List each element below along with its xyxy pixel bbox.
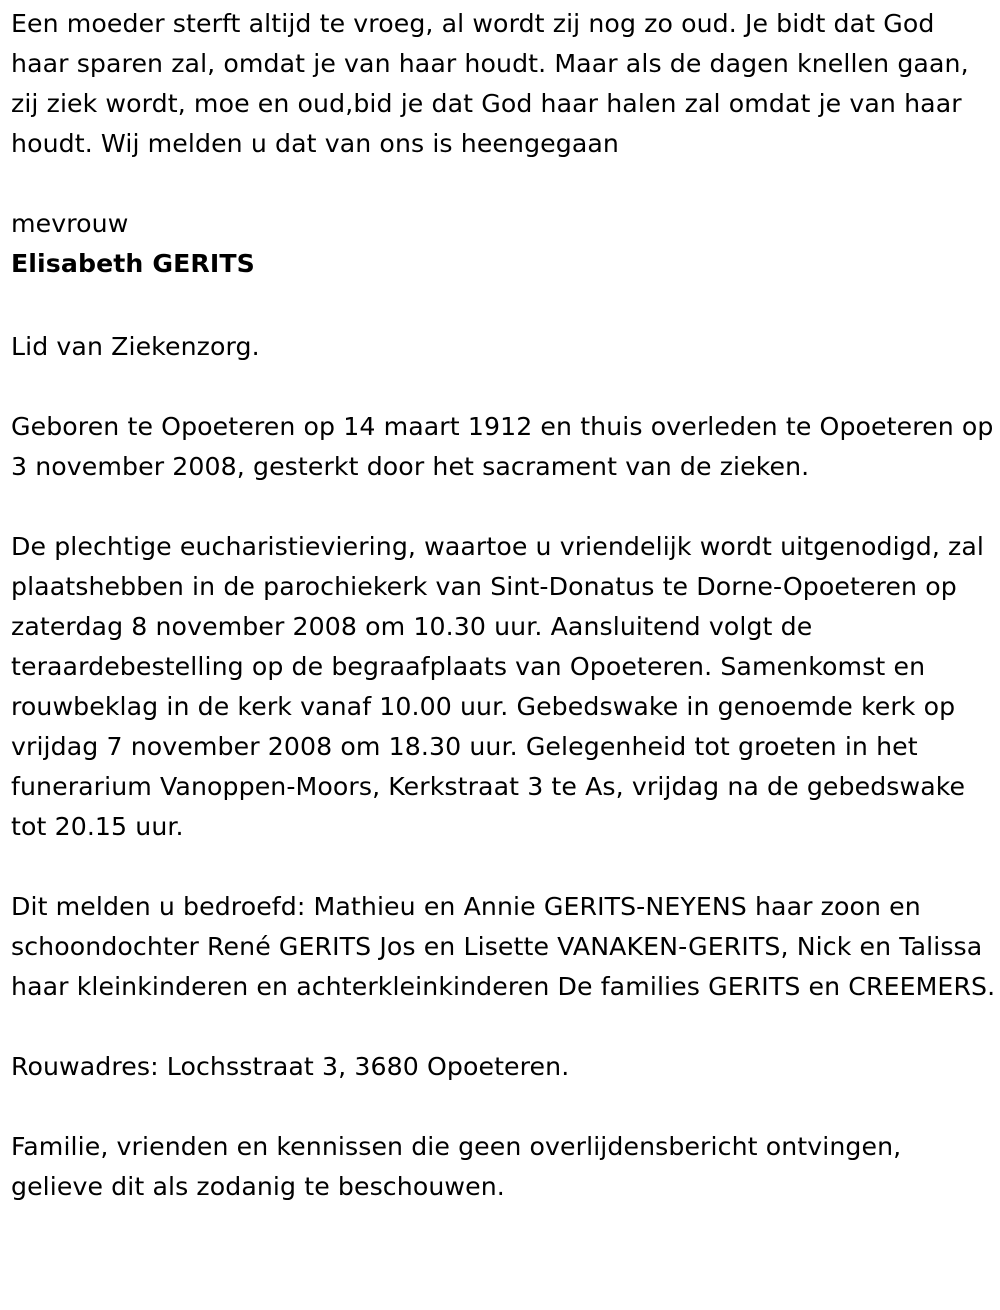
spacer (11, 487, 996, 527)
spacer (11, 847, 996, 887)
spacer (11, 1007, 996, 1047)
title-prefix: mevrouw (11, 209, 129, 238)
deceased-name: Elisabeth GERITS (11, 249, 255, 278)
mourning-address: Rouwadres: Lochsstraat 3, 3680 Opoeteren. (11, 1052, 570, 1081)
obituary-document (11, 4, 996, 1207)
birth-death-paragraph: Geboren te Opoeteren op 14 maart 1912 en thuis overleden te Opoeteren op 3 november 2008, gesterkt door het sacrament van de zieken. (11, 412, 994, 481)
spacer (11, 367, 996, 407)
intro-paragraph: Een moeder sterft altijd te vroeg, al wordt zij nog zo oud. Je bidt dat God haar sparen zal, omdat je van haar houdt. Maar als de dagen knellen gaan, zij ziek wordt, moe en oud,bid je dat God haar halen zal omdat je van haar houdt. Wij melden u dat van ons is heengegaan (11, 9, 969, 158)
closing-paragraph: Familie, vrienden en kennissen die geen overlijdensbericht ontvingen, gelieve dit als zodanig te beschouwen. (11, 1132, 902, 1201)
spacer (11, 1087, 996, 1127)
spacer (11, 164, 996, 204)
spacer (11, 287, 996, 327)
mourners-paragraph: Dit melden u bedroefd: Mathieu en Annie GERITS-NEYENS haar zoon en schoondochter René GERITS Jos en Lisette VANAKEN-GERITS, Nick en Talissa haar kleinkinderen en achterkleinkinderen De families GERITS en CREEMERS. (11, 892, 996, 1001)
ceremony-paragraph: De plechtige eucharistieviering, waartoe u vriendelijk wordt uitgenodigd, zal plaatshebben in de parochiekerk van Sint-Donatus te Dorne-Opoeteren op zaterdag 8 november 2008 om 10.30 uur. Aansluitend volgt de teraardebestelling op de begraafplaats van Opoeteren. Samenkomst en rouwbeklag in de kerk vanaf 10.00 uur. Gebedswake in genoemde kerk op vrijdag 7 november 2008 om 18.30 uur. Gelegenheid tot groeten in het funerarium Vanoppen-Moors, Kerkstraat 3 te As, vrijdag na de gebedswake tot 20.15 uur. (11, 532, 985, 841)
membership-line: Lid van Ziekenzorg. (11, 332, 260, 361)
